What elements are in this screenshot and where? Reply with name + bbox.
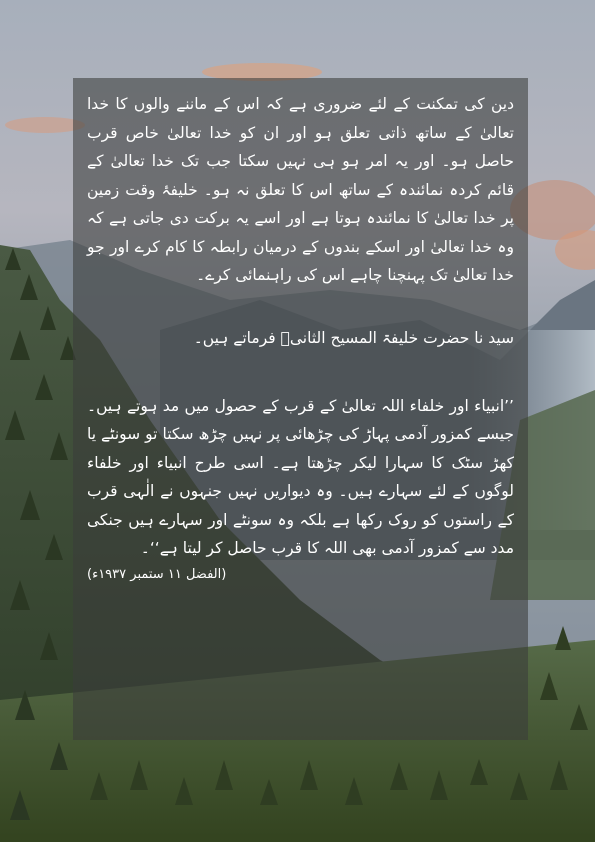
intro-paragraph: دین کی تمکنت کے لئے ضروری ہے کہ اس کے ماننے والوں کا خدا تعالیٰ کے ساتھ ذاتی تعلق ہو اور ان کو خدا تعالیٰ خاص قرب حاصل ہو۔ اور یہ امر ہو ہی نہیں سکتا جب تک خدا تعالیٰ کے قائم کردہ نمائندہ کے ساتھ اس کا تعلق نہ ہو۔ خلیفۂ وقت زمین پر خدا تعالیٰ کا نمائندہ ہوتا ہے اور اسے یہ برکت دی جاتی ہے کہ وہ خدا تعالیٰ اور اسکے بندوں کے درمیان رابطہ کا کام کرے اور جو خدا تعالیٰ تک پہنچنا چاہے اس کی راہنمائی کرے۔ — [87, 95, 514, 284]
source-reference: (الفضل ۱۱ ستمبر ۱۹۳۷ء) — [87, 566, 227, 582]
quote-paragraph: ’’انبیاء اور خلفاء اللہ تعالیٰ کے قرب کے حصول میں مد ہوتے ہیں۔ جیسے کمزور آدمی پہاڑ کی چڑھائی پر نہیں چڑھ سکتا تو سونٹے یا کھڑ سٹک کا سہارا لیکر چڑھتا ہے۔ اسی طرح انبیاء اور خلفاء لوگوں کے لئے سہارے ہیں۔ وہ دیواریں نہیں جنہوں نے الٰہی قرب کے راستوں کو روک رکھا ہے بلکہ وہ سونٹے اور سہارے ہیں جنکی مدد سے کمزور آدمی بھی اللہ کا قرب حاصل کر لیتا ہے‘‘۔ — [87, 396, 514, 557]
attribution-heading: سید نا حضرت خلیفۃ المسیح الثانیؓ فرماتے ہیں۔ — [193, 328, 514, 347]
reference-wrap — [87, 563, 514, 586]
text-panel — [73, 78, 528, 740]
